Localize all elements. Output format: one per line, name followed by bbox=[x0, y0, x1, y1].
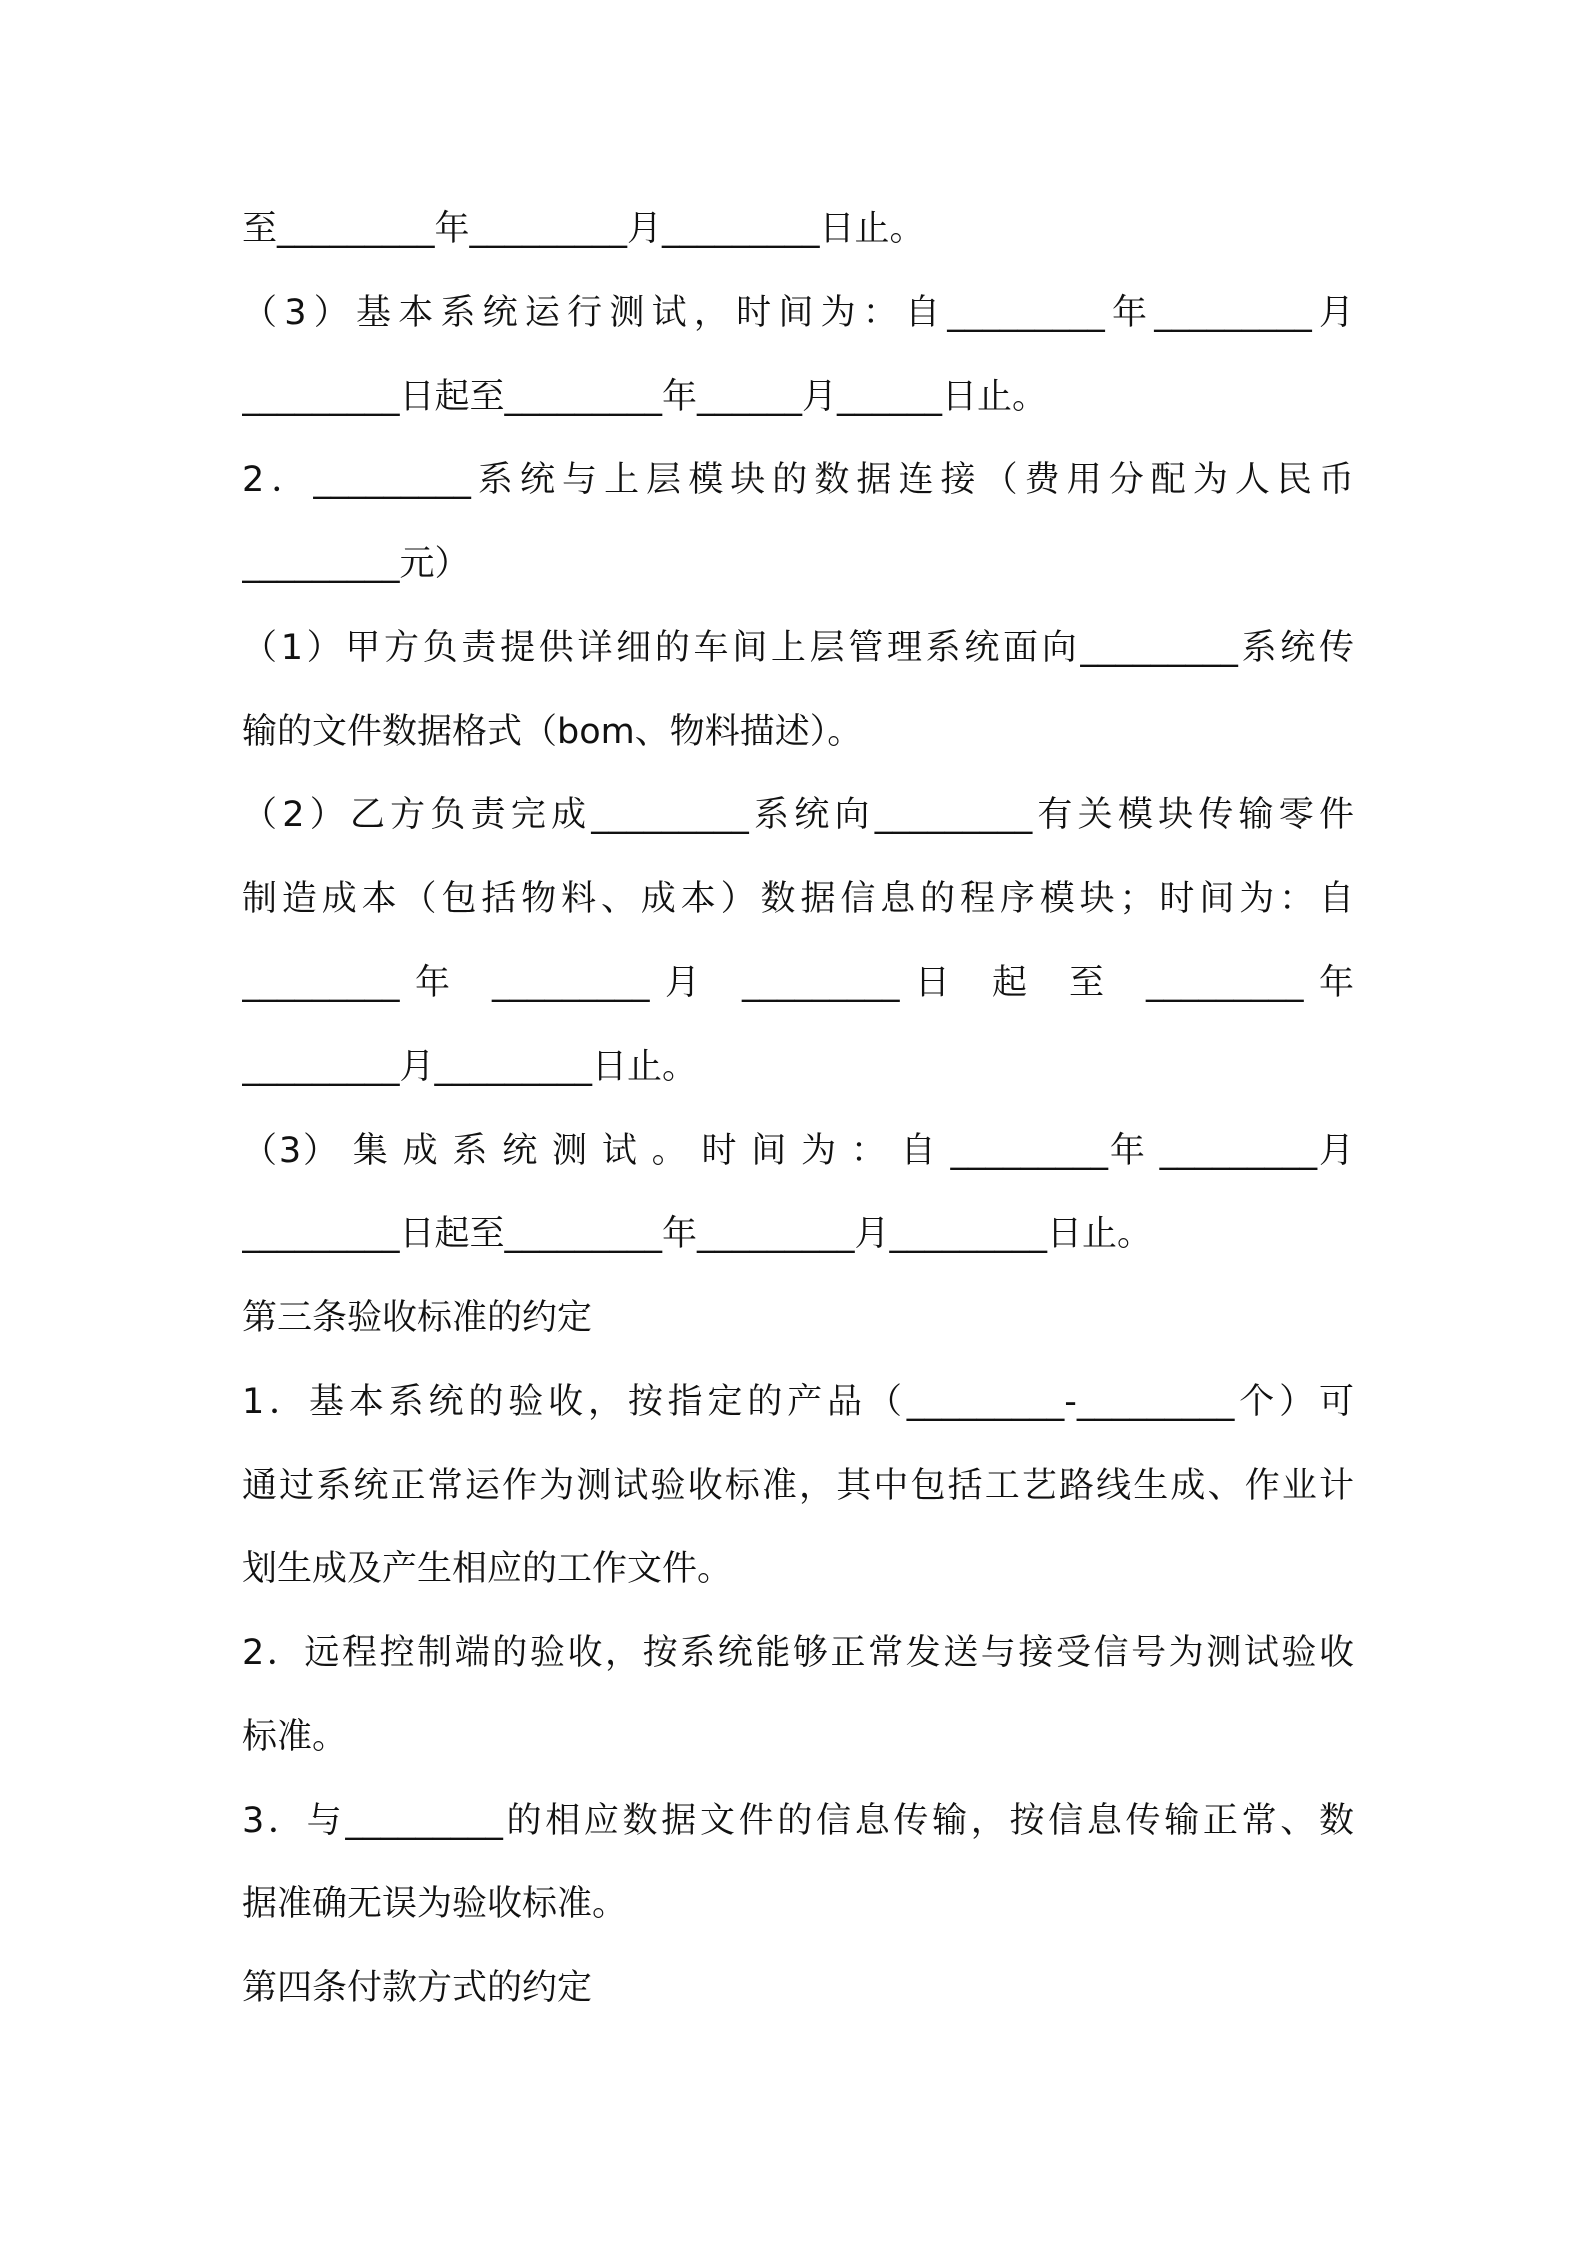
text-line: 1．基本系统的验收，按指定的产品（_________-_________个）可 bbox=[242, 1382, 1354, 1422]
text-line: _________日起至_________年_________月_________日止。 bbox=[242, 1214, 1153, 1254]
text-line: _________日起至_________年______月______日止。 bbox=[242, 377, 1048, 417]
text-line: （1）甲方负责提供详细的车间上层管理系统面向_________系统传 bbox=[242, 628, 1354, 668]
text-line: （2）乙方负责完成_________系统向_________有关模块传输零件 bbox=[242, 795, 1354, 835]
text-line: _________年 _________月 _________日 起 至 _________年 bbox=[242, 963, 1354, 1003]
text-line: （3）基本系统运行测试，时间为：自_________年_________月 bbox=[242, 293, 1354, 333]
text-line: 据准确无误为验收标准。 bbox=[242, 1884, 628, 1924]
text-line: 输的文件数据格式（bom、物料描述）。 bbox=[242, 712, 863, 752]
text-line: _________元） bbox=[242, 544, 470, 584]
section-heading: 第四条付款方式的约定 bbox=[242, 1968, 593, 2008]
text-line: 2．_________系统与上层模块的数据连接（费用分配为人民币 bbox=[242, 460, 1354, 500]
text-line: 划生成及产生相应的工作文件。 bbox=[242, 1549, 733, 1589]
text-line: 2．远程控制端的验收，按系统能够正常发送与接受信号为测试验收 bbox=[242, 1633, 1354, 1673]
section-heading: 第三条验收标准的约定 bbox=[242, 1298, 593, 1338]
text-line: 通过系统正常运作为测试验收标准，其中包括工艺路线生成、作业计 bbox=[242, 1466, 1354, 1506]
text-line: 制造成本（包括物料、成本）数据信息的程序模块；时间为：自 bbox=[242, 879, 1354, 919]
text-line: 标准。 bbox=[242, 1717, 348, 1757]
text-line: 3．与_________的相应数据文件的信息传输，按信息传输正常、数 bbox=[242, 1801, 1354, 1841]
text-line: 至_________年_________月_________日止。 bbox=[242, 209, 925, 249]
text-line: （3） 集 成 系 统 测 试 。 时 间 为 ： 自 _________年 _________月 bbox=[242, 1131, 1354, 1171]
text-line: _________月_________日止。 bbox=[242, 1047, 698, 1087]
